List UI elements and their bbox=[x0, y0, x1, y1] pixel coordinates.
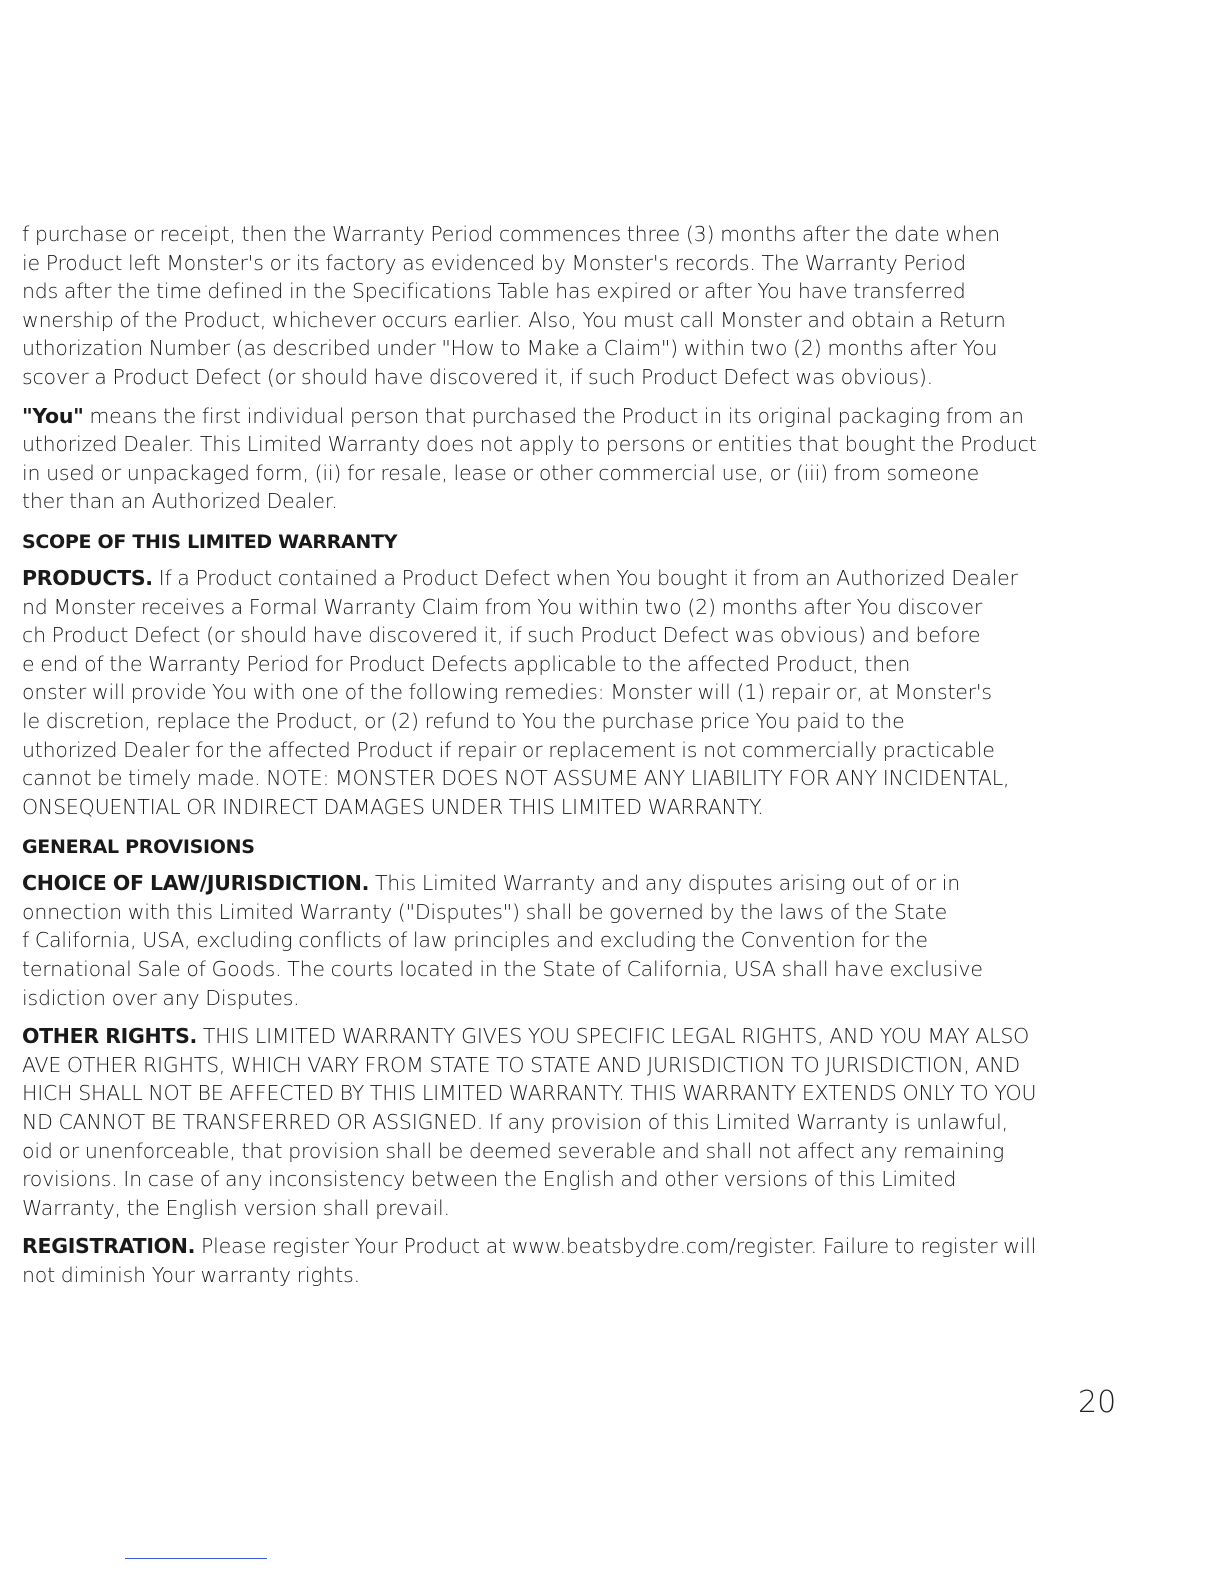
other-rights-line-5: oid or unenforceable, that provision shall be deemed severable and shall not affect any remaining bbox=[22, 1138, 1005, 1163]
registration-text-1: Please register Your Product at www.beatsbydre.com/register. Failure to register will bbox=[195, 1234, 1037, 1259]
intro-line-2: ie Product left Monster's or its factory as evidenced by Monster's records. The Warranty Period bbox=[22, 250, 966, 275]
other-rights-line-1 bbox=[22, 1022, 1122, 1051]
other-rights-lead: OTHER RIGHTS. bbox=[22, 1024, 198, 1049]
intro-line-6: scover a Product Defect (or should have discovered it, if such Product Defect was obvious). bbox=[22, 364, 933, 389]
other-rights-line-3: HICH SHALL NOT BE AFFECTED BY THIS LIMITED WARRANTY. THIS WARRANTY EXTENDS ONLY TO YOU bbox=[22, 1081, 1037, 1106]
choice-of-law-line-3: f California, USA, excluding conflicts of law principles and excluding the Convention for the bbox=[22, 928, 928, 953]
choice-of-law-line-5: isdiction over any Disputes. bbox=[22, 985, 300, 1010]
page-number: 20 bbox=[1078, 1385, 1117, 1420]
registration-lead: REGISTRATION. bbox=[22, 1234, 196, 1259]
intro-paragraph bbox=[22, 220, 1122, 392]
registration-paragraph bbox=[22, 1232, 1122, 1289]
you-definition-line-4: ther than an Authorized Dealer. bbox=[22, 489, 338, 514]
products-paragraph bbox=[22, 564, 1122, 821]
choice-of-law-lead: CHOICE OF LAW/JURISDICTION. bbox=[22, 871, 370, 896]
other-rights-paragraph bbox=[22, 1022, 1122, 1222]
you-definition-paragraph bbox=[22, 402, 1122, 516]
choice-of-law-line-2: onnection with this Limited Warranty ("Disputes") shall be governed by the laws of the State bbox=[22, 899, 947, 924]
choice-of-law-line-1 bbox=[22, 869, 1122, 898]
registration-line-1 bbox=[22, 1232, 1122, 1261]
products-line-1 bbox=[22, 564, 1122, 593]
products-line-2: nd Monster receives a Formal Warranty Claim from You within two (2) months after You discover bbox=[22, 594, 983, 619]
you-definition-line-3: in used or unpackaged form, (ii) for resale, lease or other commercial use, or (iii) from someone bbox=[22, 460, 980, 485]
products-line-4: e end of the Warranty Period for Product Defects applicable to the affected Product, then bbox=[22, 651, 911, 676]
choice-of-law-text-1: This Limited Warranty and any disputes arising out of or in bbox=[369, 871, 961, 896]
you-definition-text-1: means the first individual person that purchased the Product in its original packaging from an bbox=[83, 403, 1024, 428]
you-definition-line-2: uthorized Dealer. This Limited Warranty does not apply to persons or entities that bought the Product bbox=[22, 432, 1037, 457]
registration-line-2: not diminish Your warranty rights. bbox=[22, 1263, 360, 1287]
choice-of-law-line-4: ternational Sale of Goods. The courts located in the State of California, USA shall have exclusive bbox=[22, 957, 983, 982]
products-line-8: cannot be timely made. NOTE: MONSTER DOES NOT ASSUME ANY LIABILITY FOR ANY INCIDENTAL, bbox=[22, 766, 1010, 791]
you-definition-line-1 bbox=[22, 402, 1122, 431]
intro-line-1: f purchase or receipt, then the Warranty Period commences three (3) months after the date when bbox=[22, 222, 1000, 246]
intro-line-4: wnership of the Product, whichever occurs earlier. Also, You must call Monster and obtain a Return bbox=[22, 307, 1006, 332]
choice-of-law-paragraph bbox=[22, 869, 1122, 1012]
page-content bbox=[22, 220, 1122, 1290]
general-provisions-heading: GENERAL PROVISIONS bbox=[22, 836, 255, 859]
products-line-7: uthorized Dealer for the affected Product if repair or replacement is not commercially practicable bbox=[22, 737, 995, 762]
other-rights-line-7: Warranty, the English version shall prevail. bbox=[22, 1195, 450, 1220]
other-rights-text-1: THIS LIMITED WARRANTY GIVES YOU SPECIFIC LEGAL RIGHTS, AND YOU MAY ALSO bbox=[197, 1024, 1030, 1049]
bottom-rule bbox=[125, 1558, 267, 1559]
other-rights-line-2: AVE OTHER RIGHTS, WHICH VARY FROM STATE TO STATE AND JURISDICTION TO JURISDICTION, AND bbox=[22, 1052, 1021, 1077]
products-line-5: onster will provide You with one of the following remedies: Monster will (1) repair or, at Monster's bbox=[22, 680, 992, 705]
intro-line-5: uthorization Number (as described under "How to Make a Claim") within two (2) months after You bbox=[22, 336, 998, 361]
products-text-1: If a Product contained a Product Defect when You bought it from an Authorized Dealer bbox=[152, 565, 1018, 590]
scope-heading: SCOPE OF THIS LIMITED WARRANTY bbox=[22, 530, 398, 553]
other-rights-line-6: rovisions. In case of any inconsistency between the English and other versions of this Limited bbox=[22, 1167, 957, 1192]
you-definition-lead: "You" bbox=[22, 403, 84, 428]
products-line-9: ONSEQUENTIAL OR INDIRECT DAMAGES UNDER THIS LIMITED WARRANTY. bbox=[22, 794, 764, 819]
products-line-6: le discretion, replace the Product, or (2) refund to You the purchase price You paid to the bbox=[22, 708, 905, 733]
intro-line-3: nds after the time defined in the Specifications Table has expired or after You have transferred bbox=[22, 279, 966, 304]
other-rights-line-4: ND CANNOT BE TRANSFERRED OR ASSIGNED. If any provision of this Limited Warranty is unlawful, bbox=[22, 1110, 1008, 1135]
products-lead: PRODUCTS. bbox=[22, 565, 153, 590]
products-line-3: ch Product Defect (or should have discovered it, if such Product Defect was obvious) and before bbox=[22, 623, 981, 648]
